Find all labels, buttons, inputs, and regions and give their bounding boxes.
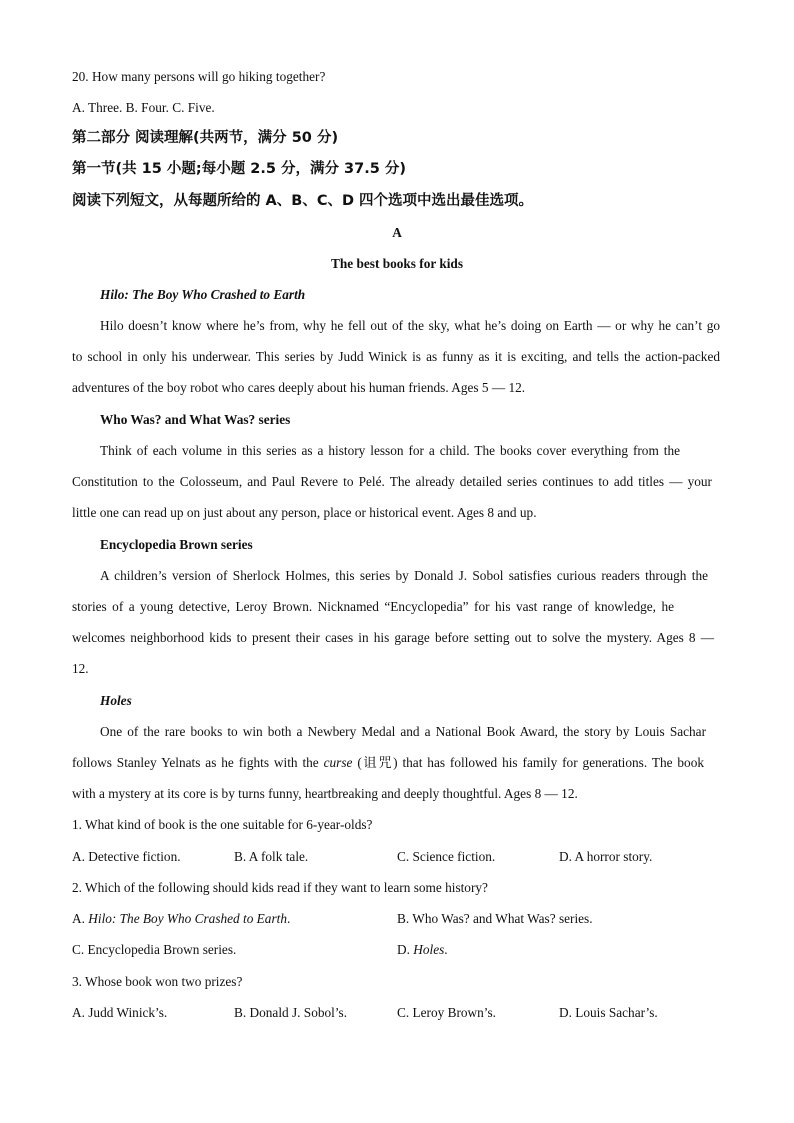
q20-question: 20. How many persons will go hiking together? [72,69,326,84]
book-encyclopedia-line-3: welcomes neighborhood kids to present their cases in his garage before setting out to solve the mystery. Ages 8 — [72,630,714,645]
passage-title: The best books for kids [330,256,464,271]
book-hilo-line-3: adventures of the boy robot who cares deeply about his human friends. Ages 5 — 12. [72,380,526,395]
q20-options: A. Three. B. Four. C. Five. [72,100,215,115]
q2-option-d-prefix: D. [397,942,414,957]
passage-letter: A [392,225,402,240]
q1-option-c: C. Science fiction. [397,849,496,864]
book-holes-line-2 [72,756,704,769]
q1-stem: 1. What kind of book is the one suitable for 6-year-olds? [72,817,373,832]
q1-option-b: B. A folk tale. [234,849,309,864]
q3-stem: 3. Whose book won two prizes? [72,974,243,989]
book-holes-line-2-after: (诅咒) that has followed his family for generations. The book [352,755,704,770]
section1-header: 第一节(共 15 小题;每小题 2.5 分，满分 37.5 分) [72,161,406,177]
book-title-holes: Holes [100,693,132,708]
q3-option-b: B. Donald J. Sobol’s. [234,1005,348,1020]
q2-option-a-prefix: A. [72,911,89,926]
q2-option-c: C. Encyclopedia Brown series. [72,942,237,957]
instruction-text: 阅读下列短文，从每题所给的 A、B、C、D 四个选项中选出最佳选项。 [72,193,534,209]
book-who-was-line-1: Think of each volume in this series as a history lesson for a child. The books cover everything from the [100,443,680,458]
book-encyclopedia-line-2: stories of a young detective, Leroy Brown. Nicknamed “Encyclopedia” for his vast range of knowledge, he [72,599,674,614]
book-title-hilo: Hilo: The Boy Who Crashed to Earth [100,287,306,302]
q2-option-d [397,943,448,956]
book-who-was-line-3: little one can read up on just about any person, place or historical event. Ages 8 and up. [72,505,537,520]
q1-option-a: A. Detective fiction. [72,849,181,864]
q2-option-a [72,912,290,925]
q2-option-d-suffix: . [444,942,448,957]
book-encyclopedia-line-4: 12. [72,661,89,676]
book-holes-line-1: One of the rare books to win both a Newbery Medal and a National Book Award, the story by Louis Sachar [100,724,706,739]
q2-option-a-suffix: . [286,911,291,926]
q2-stem: 2. Which of the following should kids read if they want to learn some history? [72,880,488,895]
book-holes-line-2-before: follows Stanley Yelnats as he fights with the [72,755,324,770]
q2-option-a-title: Hilo: The Boy Who Crashed to Earth [88,911,287,926]
q3-option-c: C. Leroy Brown’s. [397,1005,496,1020]
q1-option-d: D. A horror story. [559,849,653,864]
q3-option-a: A. Judd Winick’s. [72,1005,168,1020]
book-who-was-line-2: Constitution to the Colosseum, and Paul Revere to Pelé. The already detailed series continues to add titles — your [72,474,712,489]
book-holes-line-3: with a mystery at its core is by turns funny, heartbreaking and deeply thoughtful. Ages 8 — 12. [72,786,578,801]
book-hilo-line-1: Hilo doesn’t know where he’s from, why he fell out of the sky, what he’s doing on Earth — or why he can’t go [100,318,720,333]
book-hilo-line-2: to school in only his underwear. This series by Judd Winick is as funny as it is exciting, and tells the action-packed [72,349,720,364]
book-title-encyclopedia-brown: Encyclopedia Brown series [100,537,253,552]
curse-word: curse [323,755,353,770]
part2-header: 第二部分 阅读理解(共两节，满分 50 分) [72,130,339,146]
q2-option-d-title: Holes [413,942,445,957]
q2-option-b: B. Who Was? and What Was? series. [397,911,593,926]
book-encyclopedia-line-1: A children’s version of Sherlock Holmes, this series by Donald J. Sobol satisfies curious readers through the [100,568,708,583]
q3-option-d: D. Louis Sachar’s. [559,1005,658,1020]
book-title-who-was: Who Was? and What Was? series [100,412,291,427]
